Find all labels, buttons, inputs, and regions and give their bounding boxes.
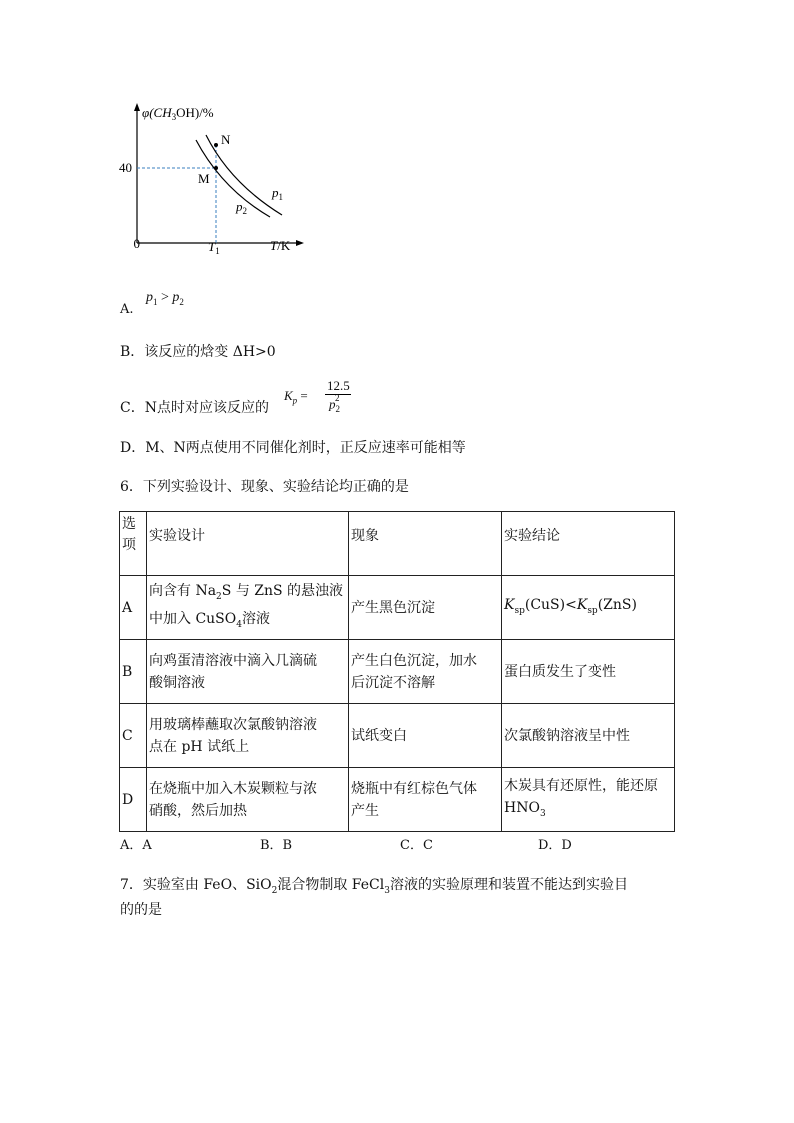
curve-p1-label: $p_1$ xyxy=(272,185,283,202)
y-axis-label: $\varphi(CH_3OH)/\%$ xyxy=(142,105,214,122)
question-7-line-2: 的的是 xyxy=(120,902,162,918)
answer-c: C．C xyxy=(400,838,433,853)
experiment-table xyxy=(119,511,675,832)
row-a-conclusion: $K_{sp}(CuS)<K_{sp}(ZnS)$ xyxy=(502,576,675,640)
header-option: 选项 xyxy=(120,512,147,576)
answer-b: B．B xyxy=(260,838,293,853)
curve-p1 xyxy=(206,135,282,215)
point-n-label: N xyxy=(221,132,231,147)
table-row xyxy=(120,576,675,640)
row-d-design: 在烧瓶中加入木炭颗粒与浓 硝酸，然后加热 xyxy=(147,768,349,832)
origin-label: 0 xyxy=(133,236,140,251)
answer-a: A．A xyxy=(120,838,152,853)
header-conclusion: 实验结论 xyxy=(502,512,675,576)
option-c xyxy=(120,398,269,418)
kp-numerator: 12.5 xyxy=(327,378,350,393)
table-row xyxy=(120,768,675,832)
row-c-design: 用玻璃棒蘸取次氯酸钠溶液 点在 pH 试纸上 xyxy=(147,704,349,768)
point-n-marker xyxy=(214,143,218,147)
x-axis-arrow xyxy=(296,240,304,246)
question-7-line-1: 7．实验室由 FeO、SiO$_2$混合物制取 FeCl$_3$溶液的实验原理和装置不能达到实验目 xyxy=(120,877,628,896)
row-b-option: B xyxy=(120,640,147,704)
y-tick-40: 40 xyxy=(119,160,132,175)
option-d: D．M、N两点使用不同催化剂时，正反应速率可能相等 xyxy=(120,440,466,456)
row-a-option: A xyxy=(120,576,147,640)
row-c-conclusion: 次氯酸钠溶液呈中性 xyxy=(502,704,675,768)
point-m-label: M xyxy=(198,171,210,186)
option-c-formula: $K_p$ = 12.5 $p_2^2$ xyxy=(284,378,350,414)
row-a-phenomenon: 产生黑色沉淀 xyxy=(349,576,502,640)
header-phenomenon: 现象 xyxy=(349,512,502,576)
x-tick-t1: $T_1$ xyxy=(208,239,220,256)
curve-p2-label: $p_2$ xyxy=(236,199,247,216)
table-header-row xyxy=(120,512,675,576)
answer-d: D．D xyxy=(538,838,572,853)
concentration-temperature-graph xyxy=(110,95,310,260)
header-design: 实验设计 xyxy=(147,512,349,576)
option-b: B．该反应的焓变 ΔH>0 xyxy=(120,344,276,360)
question-6-stem: 6．下列实验设计、现象、实验结论均正确的是 xyxy=(120,479,409,495)
option-a-formula: $p_1 > p_2$ xyxy=(145,290,184,307)
row-c-phenomenon: 试纸变白 xyxy=(349,704,502,768)
y-axis-arrow xyxy=(134,103,140,111)
row-d-option: D xyxy=(120,768,147,832)
row-d-phenomenon: 烧瓶中有红棕色气体 产生 xyxy=(349,768,502,832)
row-b-design: 向鸡蛋清溶液中滴入几滴硫 酸铜溶液 xyxy=(147,640,349,704)
option-a-label: A. xyxy=(120,302,134,317)
table-row xyxy=(120,640,675,704)
row-d-conclusion: 木炭具有还原性，能还原 $HNO_3$ xyxy=(502,768,675,832)
option-c-label: C．N点时对应该反应的 xyxy=(120,400,269,416)
row-a-design: 向含有 $Na_2S$ 与 ZnS 的悬浊液 中加入 CuSO$_4$溶液 xyxy=(147,576,349,640)
row-b-phenomenon: 产生白色沉淀，加水 后沉淀不溶解 xyxy=(349,640,502,704)
kp-denominator: $p_2^2$ xyxy=(329,393,340,414)
row-b-conclusion: 蛋白质发生了变性 xyxy=(502,640,675,704)
x-axis-label: T/K xyxy=(270,238,291,253)
table-row xyxy=(120,704,675,768)
point-m-marker xyxy=(214,166,218,170)
option-a xyxy=(120,290,184,320)
row-c-option: C xyxy=(120,704,147,768)
